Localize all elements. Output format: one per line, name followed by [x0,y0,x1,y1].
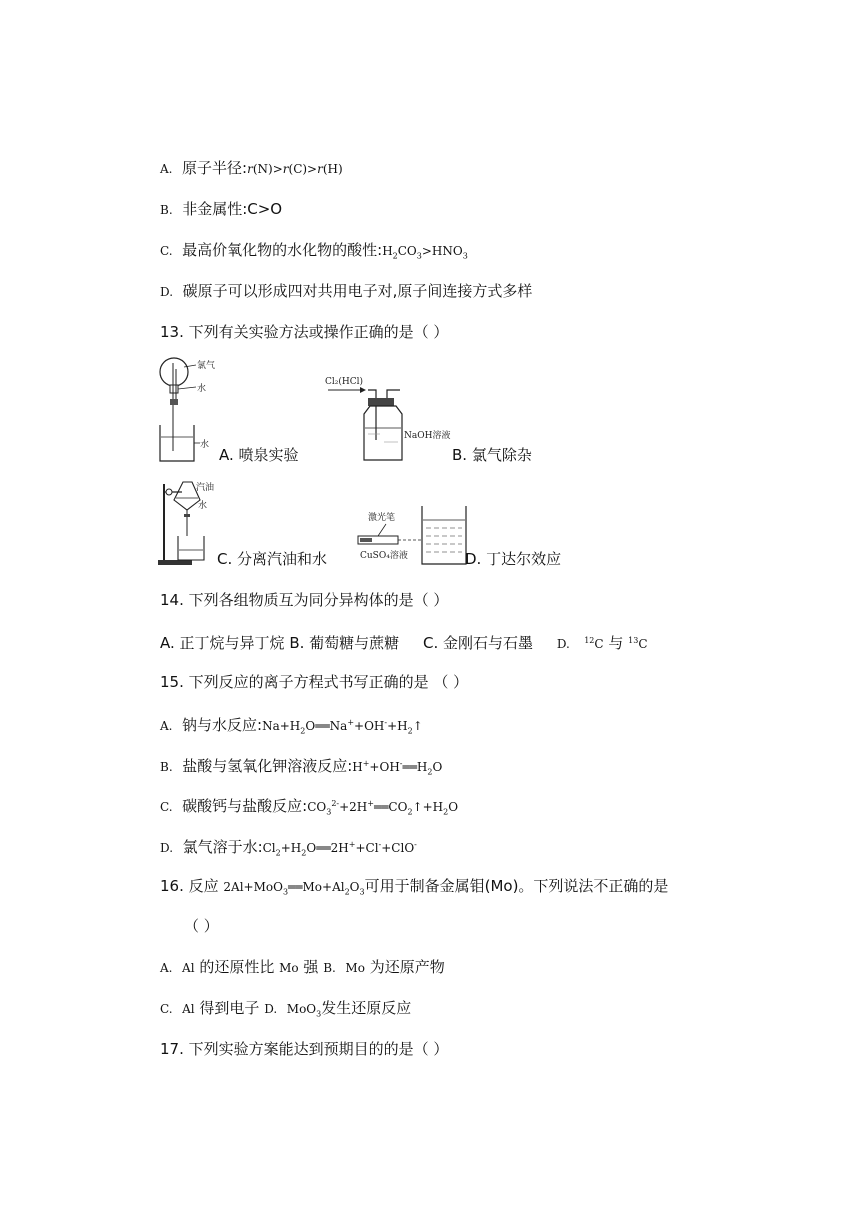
q15-b-equation: $H^++OH^-══H_2O$ [352,759,443,777]
q12-option-c: C. 最高价氧化物的水化物的酸性$:H_2CO_3>HNO_3$ [160,241,468,261]
svg-text:水: 水 [200,440,210,450]
q15-option-c: C. 碳酸钙与盐酸反应$:CO_3^{2-}+2H^+══CO_2↑+H_2O$ [160,797,459,817]
svg-text:NaOH溶液: NaOH溶液 [404,431,451,441]
svg-text:水: 水 [198,501,208,511]
svg-text:汽油: 汽油 [196,483,215,493]
q16-options-ab: A. Al 的还原性比 Mo 强 B. Mo 为还原产物 [160,958,445,976]
q13-caption-d: D. 丁达尔效应 [465,550,562,568]
q14-d-c13: $^{13}$C [628,636,648,651]
svg-text:Cl₂(HCl): Cl₂(HCl) [325,377,364,387]
figure-gas-washing-bottle [320,370,451,465]
q13-caption-a: A. 喷泉实验 [219,446,299,464]
q13-caption-c: C. 分离汽油和水 [217,550,328,568]
svg-text:CuSO₄溶液: CuSO₄溶液 [360,551,408,561]
q14-option-c: C. 金刚石与石墨 [423,634,534,652]
q14-stem: 14. 下列各组物质互为同分异构体的是（ ） [160,591,449,609]
q13-stem: 13. 下列有关实验方法或操作正确的是（ ） [160,323,449,341]
q15-option-b: B. 盐酸与氢氧化钾溶液反应$:H^++OH^-══H_2O$ [160,757,443,777]
figure-separatory-funnel [156,478,220,568]
q12-option-a: A. 原子半径:r(N)>r(C)>r(H) [160,159,343,177]
q15-option-d: D. 氯气溶于水$:Cl_2+H_2O══2H^++Cl^-+ClO^-$ [160,838,417,858]
q12-a-formula: r(N)>r(C)>r(H) [247,162,343,176]
q12-c-formula: $H_2CO_3>HNO_3$ [382,244,468,261]
q15-d-equation: $Cl_2+H_2O══2H^++Cl^-+ClO^-$ [262,840,417,858]
q12-option-b: B. 非金属性:C>O [160,200,283,218]
svg-text:水: 水 [197,384,207,394]
q16-paren: （ ） [184,917,219,935]
q14-options: A. 正丁烷与异丁烷 B. 葡萄糖与蔗糖 C. 金刚石与石墨 D. $^{12}$C 与 $^{13}$C [160,634,648,652]
q16-stem: 16. 反应 $2Al+MoO_3══Mo+Al_2O_3$可用于制备金属钼(Mo)。下列说法不正确的是 [160,877,669,897]
figure-fountain-experiment [156,355,222,467]
q12-option-d: D. 碳原子可以形成四对共用电子对,原子间连接方式多样 [160,282,533,300]
svg-text:激光笔: 激光笔 [368,513,396,523]
q16-options-cd: C. Al 得到电子 D. MoO$_3$发生还原反应 [160,999,412,1019]
q17-stem: 17. 下列实验方案能达到预期目的的是（ ） [160,1040,449,1058]
figure-tyndall-effect [356,500,468,570]
q15-c-equation: $CO_3^{2-}+2H^+══CO_2↑+H_2O$ [307,799,459,817]
q13-caption-b: B. 氯气除杂 [452,446,532,464]
q14-option-a: A. 正丁烷与异丁烷 [160,634,285,652]
q15-a-equation: $Na+H_2O══Na^++OH^-+H_2↑$ [262,718,423,736]
q15-stem: 15. 下列反应的离子方程式书写正确的是 （ ） [160,673,469,691]
q15-option-a: A. 钠与水反应$:Na+H_2O══Na^++OH^-+H_2↑$ [160,716,423,736]
svg-text:氯气: 氯气 [197,361,216,371]
q16-equation: $2Al+MoO_3══Mo+Al_2O_3$ [223,880,365,897]
q14-option-b: B. 葡萄糖与蔗糖 [289,634,400,652]
q14-d-c12: $^{12}$C [584,636,604,651]
